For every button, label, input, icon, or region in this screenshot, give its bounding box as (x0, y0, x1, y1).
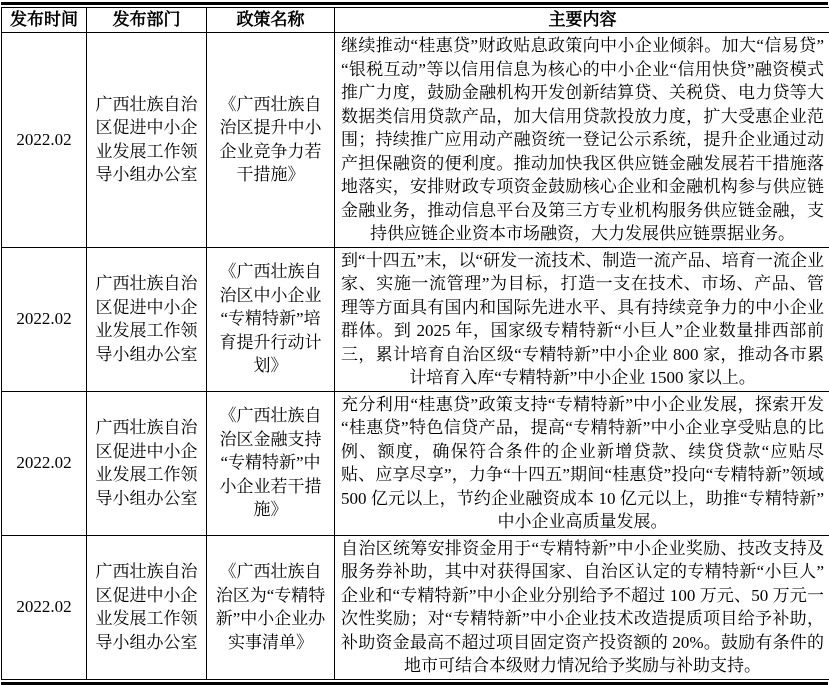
table-row (2, 535, 829, 679)
policy-table-container (1, 2, 828, 685)
publish-dept: 广西壮族自治区促进中小企业发展工作领导小组办公室 (87, 33, 207, 248)
table-row (2, 391, 829, 535)
publish-date: 2022.02 (2, 535, 87, 679)
policy-name: 《广西壮族自治区提升中小企业竞争力若干措施》 (207, 33, 335, 248)
policy-main-content: 充分利用“桂惠贷”政策支持“专精特新”中小企业发展，探索开发“桂惠贷”特色信贷产品，提高“专精特新”中小企业享受贴息的比例、额度，确保符合条件的企业新增贷款、续贷贷款“应贴尽贴、应享尽享”，力争“十四五”期间“桂惠贷”投向“专精特新”领域 500 亿元以上，节约企业融资成本 10 亿元以上，助推“专精特新”中小企业高质量发展。 (335, 391, 829, 535)
policy-name: 《广西壮族自治区金融支持“专精特新”中小企业若干措施》 (207, 391, 335, 535)
publish-date: 2022.02 (2, 247, 87, 391)
header-cell-main-content: 主要内容 (335, 8, 829, 33)
policy-table (1, 7, 829, 680)
header-cell-publish-dept: 发布部门 (87, 8, 207, 33)
header-row (2, 8, 829, 33)
policy-main-content: 继续推动“桂惠贷”财政贴息政策向中小企业倾斜。加大“信易贷”“银税互动”等以信用信息为核心的中小企业“信用快贷”融资模式推广力度，鼓励金融机构开发创新结算贷、关税贷、电力贷等大数据类信用贷款产品，加大信用贷款投放力度，扩大受惠企业范围；持续推广应用动产融资统一登记公示系统，提升企业通过动产担保融资的便利度。推动加快我区供应链金融发展若干措施落地落实，安排财政专项资金鼓励核心企业和金融机构参与供应链金融业务，推动信息平台及第三方专业机构服务供应链金融，支持供应链企业资本市场融资，大力发展供应链票据业务。 (335, 33, 829, 248)
header-cell-policy-name: 政策名称 (207, 8, 335, 33)
publish-date: 2022.02 (2, 391, 87, 535)
table-row (2, 33, 829, 248)
policy-main-content: 自治区统筹安排资金用于“专精特新”中小企业奖励、技改支持及服务券补助，其中对获得国家、自治区认定的专精特新“小巨人”企业和“专精特新”中小企业分别给予不超过 100 万元、50 万元一次性奖励；对“专精特新”中小企业技术改造提质项目给予补助，补助资金最高不超过项目固定资产投资额的 20%。鼓励有条件的地市可结合本级财力情况给予奖励与补助支持。 (335, 535, 829, 679)
publish-date: 2022.02 (2, 33, 87, 248)
publish-dept: 广西壮族自治区促进中小企业发展工作领导小组办公室 (87, 391, 207, 535)
policy-name: 《广西壮族自治区为“专精特新”中小企业办实事清单》 (207, 535, 335, 679)
policy-name: 《广西壮族自治区中小企业“专精特新”培育提升行动计划》 (207, 247, 335, 391)
policy-main-content: 到“十四五”末，以“研发一流技术、制造一流产品、培育一流企业家、实施一流管理”为目标，打造一支在技术、市场、产品、管理等方面具有国内和国际先进水平、具有持续竞争力的中小企业群体。到 2025 年，国家级专精特新“小巨人”企业数量排西部前三，累计培育自治区级“专精特新”中小企业 800 家，推动各市累计培育入库“专精特新”中小企业 1500 家以上。 (335, 247, 829, 391)
publish-dept: 广西壮族自治区促进中小企业发展工作领导小组办公室 (87, 535, 207, 679)
header-cell-publish-date: 发布时间 (2, 8, 87, 33)
publish-dept: 广西壮族自治区促进中小企业发展工作领导小组办公室 (87, 247, 207, 391)
table-row (2, 247, 829, 391)
